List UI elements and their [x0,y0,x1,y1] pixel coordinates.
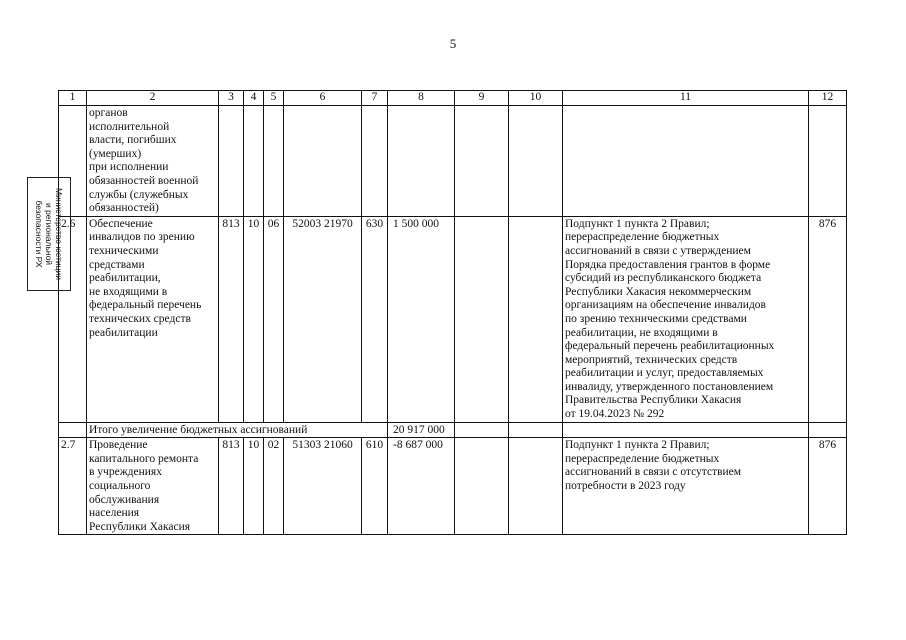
item-name-cell: Проведение капитального ремонта в учреждениях социального обслуживания населения Республики Хакасия [87,438,219,535]
table-cell [264,106,284,217]
expense-type-cell: 630 [362,216,388,422]
expense-type-cell: 610 [362,438,388,535]
table-cell [455,438,509,535]
stamp-line: безопасности РХ [34,200,44,268]
code-cell: 06 [264,216,284,422]
table-cell [509,106,563,217]
column-number: 4 [244,91,264,106]
table-cell [563,422,809,438]
code-cell: 02 [264,438,284,535]
table-cell [388,106,455,217]
table-row-continuation [59,106,847,217]
table-row-2-6 [59,216,847,422]
stamp-line: и региональной [44,202,54,266]
column-number: 9 [455,91,509,106]
code-cell: 813 [219,216,244,422]
table-cell [509,438,563,535]
table-cell [809,422,847,438]
table-cell [455,106,509,217]
table-row-total [59,422,847,438]
page-number: 5 [449,36,457,51]
budget-table [58,90,847,535]
column-number: 7 [362,91,388,106]
target-article-cell: 51303 21060 [284,438,362,535]
column-number: 6 [284,91,362,106]
basis-cell: Подпункт 1 пункта 2 Правил; перераспределение бюджетных ассигнований в связи с отсутствием потребности в 2023 году [563,438,809,535]
code-cell: 10 [244,216,264,422]
table-cell [362,106,388,217]
total-label-cell: Итого увеличение бюджетных ассигнований [87,422,388,438]
column-number: 12 [809,91,847,106]
table-cell [455,422,509,438]
item-name-cell: Обеспечение инвалидов по зрению техническими средствами реабилитации, не входящими в федеральный перечень технических средств реабилитации [87,216,219,422]
code-cell: 876 [809,438,847,535]
code-cell: 10 [244,438,264,535]
table-cell [455,216,509,422]
table-cell [219,106,244,217]
item-name-cell: органов исполнительной власти, погибших (умерших) при исполнении обязанностей военной службы (служебных обязанностей) [87,106,219,217]
column-number: 1 [59,91,87,106]
row-number-cell: 2.7 [59,438,87,535]
column-number: 3 [219,91,244,106]
target-article-cell: 52003 21970 [284,216,362,422]
code-cell: 813 [219,438,244,535]
code-cell: 876 [809,216,847,422]
row-number-cell [59,422,87,438]
table-row-2-7 [59,438,847,535]
total-amount-cell: 20 917 000 [388,422,455,438]
table-cell [509,422,563,438]
table-cell [244,106,264,217]
column-number: 8 [388,91,455,106]
basis-cell: Подпункт 1 пункта 2 Правил; перераспределение бюджетных ассигнований в связи с утверждением Порядка предоставления грантов в форме субсидий из республиканского бюджета Республики Хакасия некоммерческим организациям на обеспечение инвалидов по зрению техническими средствами реабилитации, не входящими в федеральный перечень реабилитационных мероприятий, технических средств реабилитации и услуг, предоставляемых инвалиду, утвержденного постановлением Правительства Республики Хакасия от 19.04.2023 № 292 [563,216,809,422]
row-number-cell [59,106,87,217]
column-number: 2 [87,91,219,106]
column-number: 11 [563,91,809,106]
table-cell [563,106,809,217]
amount-cell: -8 687 000 [388,438,455,535]
column-number: 5 [264,91,284,106]
amount-cell: 1 500 000 [388,216,455,422]
column-number-row [59,91,847,106]
table-cell [509,216,563,422]
row-number-cell: 2.6 [59,216,87,422]
table-cell [809,106,847,217]
column-number: 10 [509,91,563,106]
table-cell [284,106,362,217]
stamp-line: Министерство юстиции [54,187,64,281]
